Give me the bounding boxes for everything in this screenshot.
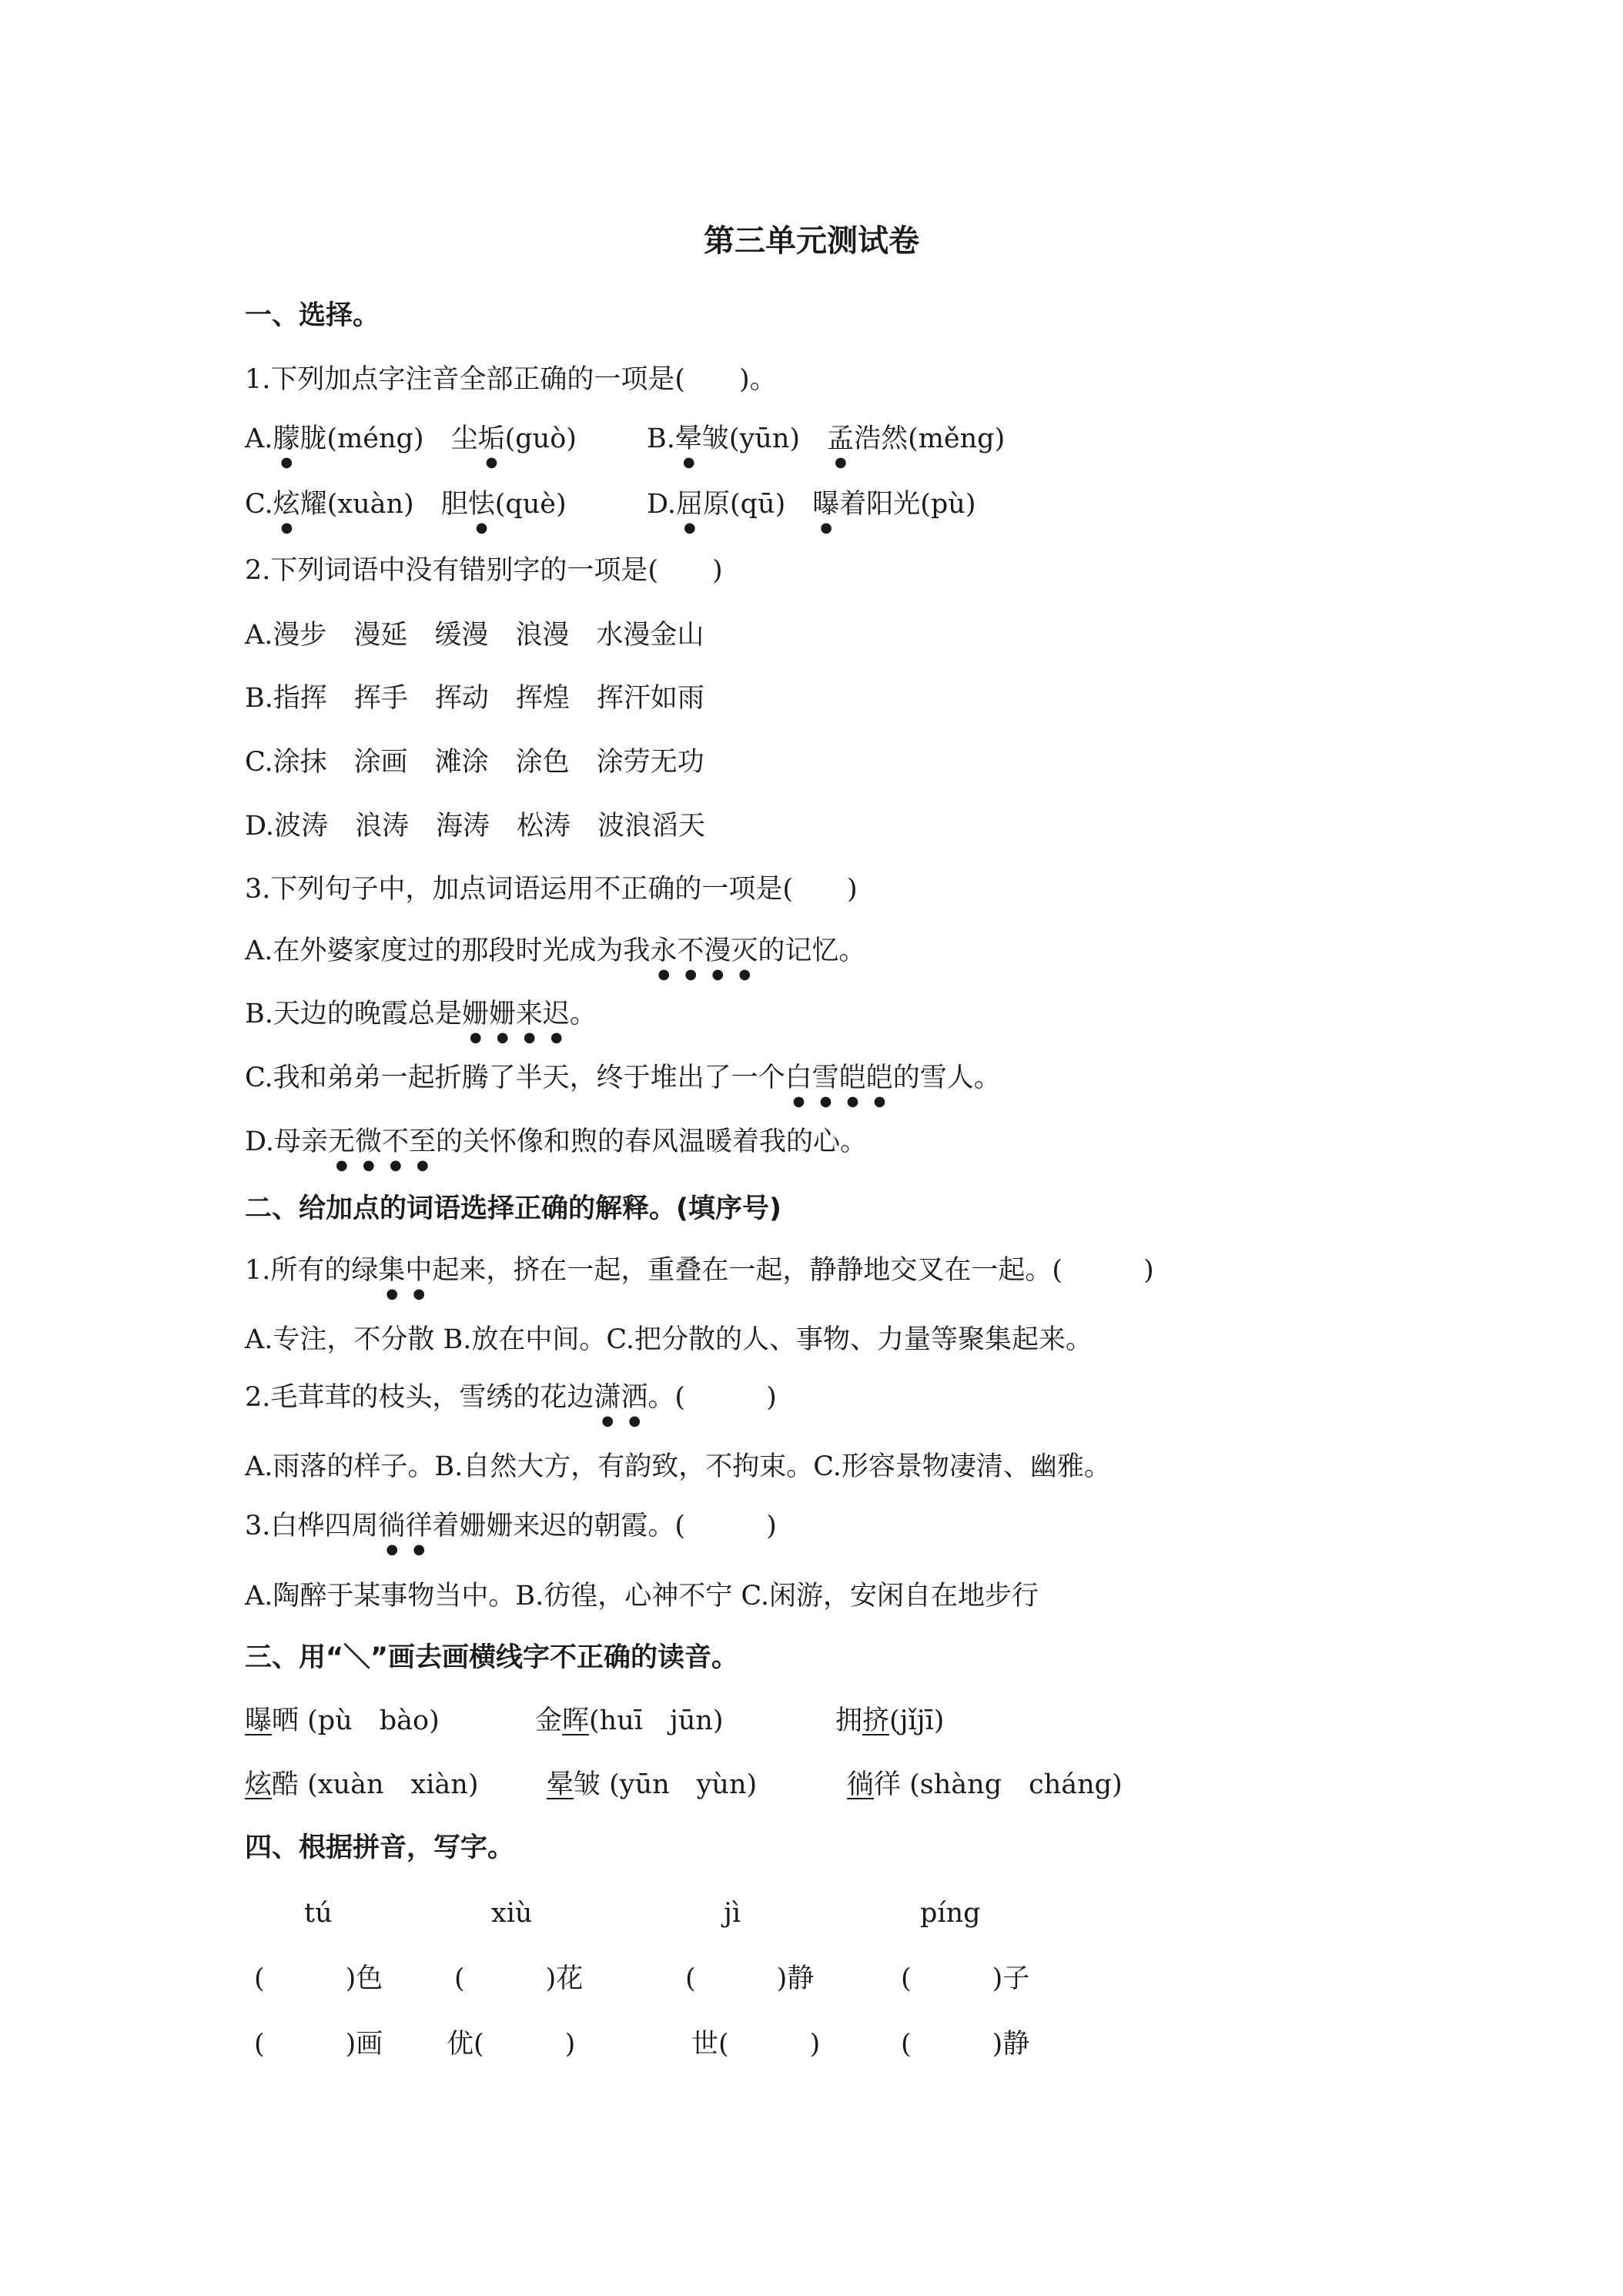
section3-heading: 三、用“＼”画去画横线字不正确的读音。 <box>245 1642 739 1673</box>
q2-option-a: A.漫步 漫延 缓漫 浪漫 水漫金山 <box>245 620 704 651</box>
fill-blank-2[interactable]: ( )花 <box>454 1963 584 1994</box>
pinyin-1: tú <box>304 1898 333 1929</box>
fill-blank-1[interactable]: ( )色 <box>254 1963 383 1994</box>
fill-blank-4[interactable]: ( )子 <box>901 1963 1030 1994</box>
q3-option-a: A.在外婆家度过的那段时光成为我永不漫灭的记忆。 <box>245 935 866 966</box>
s3-item-4: 炫酷 (xuàn xiàn) <box>245 1769 479 1800</box>
q1-option-b: B.晕皱(yūn) 孟浩然(měng) <box>647 423 1006 454</box>
fill-blank-8[interactable]: ( )静 <box>901 2029 1030 2060</box>
q3-option-c: C.我和弟弟一起折腾了半天，终于堆出了一个白雪皑皑的雪人。 <box>245 1063 1001 1093</box>
fill-blank-3[interactable]: ( )静 <box>685 1963 815 1994</box>
pinyin-4: píng <box>920 1898 981 1929</box>
s2-q3-stem: 3.白桦四周徜徉着姗姗来迟的朝霞。( ) <box>245 1511 777 1541</box>
s3-item-3: 拥挤(jǐjī) <box>835 1705 945 1736</box>
fill-blank-5[interactable]: ( )画 <box>254 2029 383 2060</box>
q1-option-c: C.炫耀(xuàn) 胆怯(què) <box>245 489 567 520</box>
section2-heading: 二、给加点的词语选择正确的解释。(填序号) <box>245 1193 781 1224</box>
q1-stem: 1.下列加点字注音全部正确的一项是( )。 <box>245 364 777 395</box>
s2-q2-stem: 2.毛茸茸的枝头，雪绣的花边潇洒。( ) <box>245 1382 777 1413</box>
q2-stem: 2.下列词语中没有错别字的一项是( ) <box>245 555 723 586</box>
s2-q2-options: A.雨落的样子。B.自然大方，有韵致，不拘束。C.形容景物凄清、幽雅。 <box>245 1451 1111 1482</box>
s3-item-6: 徜徉 (shàng cháng) <box>847 1769 1123 1800</box>
q2-option-c: C.涂抹 涂画 滩涂 涂色 涂劳无功 <box>245 747 704 778</box>
q3-stem: 3.下列句子中，加点词语运用不正确的一项是( ) <box>245 874 858 905</box>
pinyin-2: xiù <box>491 1898 533 1929</box>
s2-q1-stem: 1.所有的绿集中起来，挤在一起，重叠在一起，静静地交叉在一起。( ) <box>245 1255 1154 1286</box>
fill-blank-7[interactable]: 世( ) <box>691 2029 821 2060</box>
section4-heading: 四、根据拼音，写字。 <box>245 1832 515 1863</box>
q3-option-d: D.母亲无微不至的关怀像和煦的春风温暖着我的心。 <box>245 1126 867 1157</box>
q1-option-a: A.朦胧(méng) 尘垢(guò) <box>245 423 577 454</box>
s3-item-1: 曝晒 (pù bào) <box>245 1705 440 1736</box>
pinyin-3: jì <box>724 1898 741 1929</box>
q2-option-d: D.波涛 浪涛 海涛 松涛 波浪滔天 <box>245 811 705 842</box>
s3-item-5: 晕皱 (yūn yùn) <box>547 1769 758 1800</box>
q3-option-b: B.天边的晚霞总是姗姗来迟。 <box>245 999 597 1029</box>
section1-heading: 一、选择。 <box>245 300 380 331</box>
q2-option-b: B.指挥 挥手 挥动 挥煌 挥汗如雨 <box>245 683 704 714</box>
s2-q3-options: A.陶醉于某事物当中。B.彷徨，心神不宁 C.闲游，安闲自在地步行 <box>245 1581 1039 1612</box>
fill-blank-6[interactable]: 优( ) <box>447 2029 576 2060</box>
q1-option-d: D.屈原(qū) 曝着阳光(pù) <box>647 489 976 520</box>
page-title: 第三单元测试卷 <box>704 223 919 259</box>
s2-q1-options: A.专注，不分散 B.放在中间。C.把分散的人、事物、力量等聚集起来。 <box>245 1324 1093 1355</box>
s3-item-2: 金晖(huī jūn) <box>535 1705 724 1736</box>
